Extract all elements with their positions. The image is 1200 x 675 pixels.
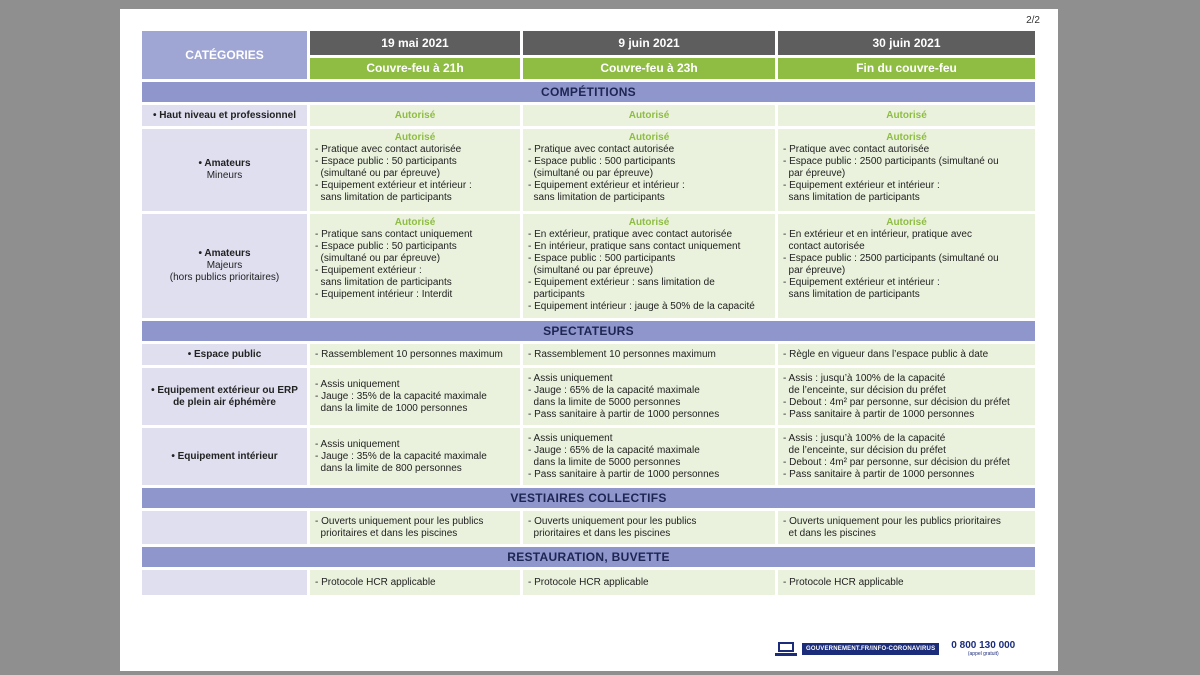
curfew-header-2: Couvre-feu à 23h bbox=[523, 58, 775, 79]
rule-line: (simultané ou par épreuve) bbox=[315, 168, 441, 179]
rule-line: dans la limite de 1000 personnes bbox=[315, 403, 468, 414]
rule-line: - Ouverts uniquement pour les publics bbox=[315, 516, 484, 527]
row-label-subtext: Mineurs bbox=[206, 170, 243, 181]
rule-line: contact autorisée bbox=[783, 241, 865, 252]
status-authorized: Autorisé bbox=[628, 132, 670, 143]
row-label-text: • Amateurs bbox=[198, 248, 251, 259]
section-vestiaires: VESTIAIRES COLLECTIFS bbox=[142, 488, 1035, 508]
rule-line: - Assis uniquement bbox=[315, 439, 400, 450]
haut-niveau-col-1 bbox=[310, 105, 520, 126]
rule-line: - Espace public : 2500 participants (simultané ou bbox=[783, 156, 999, 167]
rule-line: - Equipement intérieur : jauge à 50% de la capacité bbox=[528, 301, 755, 312]
rule-line: (simultané ou par épreuve) bbox=[528, 265, 654, 276]
equipement-interieur-col-2 bbox=[523, 428, 775, 485]
rule-line: dans la limite de 5000 personnes bbox=[528, 457, 681, 468]
rule-line: - Pratique avec contact autorisée bbox=[315, 144, 462, 155]
row-label-espace-public bbox=[142, 344, 307, 365]
rule-line: de l’enceinte, sur décision du préfet bbox=[783, 445, 946, 456]
date-header-3: 30 juin 2021 bbox=[778, 31, 1035, 55]
rule-line: sans limitation de participants bbox=[528, 192, 665, 203]
rule-line: - Assis : jusqu’à 100% de la capacité bbox=[783, 433, 946, 444]
rules-table bbox=[142, 31, 1038, 595]
row-label-text: • Haut niveau et professionnel bbox=[153, 109, 296, 121]
amateurs-mineurs-col-2 bbox=[523, 129, 775, 211]
rule-line: - Equipement extérieur : sans limitation de bbox=[528, 277, 715, 288]
equipement-interieur-col-1 bbox=[310, 428, 520, 485]
status-authorized: Autorisé bbox=[886, 217, 927, 228]
rule-line: - Assis : jusqu’à 100% de la capacité bbox=[783, 373, 946, 384]
gov-url-link[interactable]: GOUVERNEMENT.FR/INFO-CORONAVIRUS bbox=[802, 643, 939, 655]
row-label-restauration bbox=[142, 570, 307, 595]
vestiaires-col-3 bbox=[778, 511, 1035, 544]
rule-line: (simultané ou par épreuve) bbox=[528, 168, 654, 179]
row-label-text: • Equipement intérieur bbox=[171, 450, 278, 462]
rule-line: prioritaires et dans les piscines bbox=[528, 528, 671, 539]
date-header-1: 19 mai 2021 bbox=[310, 31, 520, 55]
status-authorized: Autorisé bbox=[886, 132, 927, 143]
status-authorized: Autorisé bbox=[628, 217, 670, 228]
rule-line: participants bbox=[528, 289, 585, 300]
equipement-exterieur-col-3 bbox=[778, 368, 1035, 425]
document-page bbox=[120, 9, 1058, 671]
rule-line: - Jauge : 35% de la capacité maximale bbox=[315, 451, 487, 462]
categories-header: CATÉGORIES bbox=[142, 31, 307, 79]
espace-public-col-3: - Règle en vigueur dans l’espace public à date bbox=[778, 344, 1035, 365]
rule-line: - Ouverts uniquement pour les publics prioritaires bbox=[783, 516, 1001, 527]
row-label-vestiaires bbox=[142, 511, 307, 544]
phone-number: 0 800 130 000 bbox=[951, 640, 1016, 651]
rule-line: sans limitation de participants bbox=[783, 289, 920, 300]
section-restauration: RESTAURATION, BUVETTE bbox=[142, 547, 1035, 567]
date-header-2: 9 juin 2021 bbox=[523, 31, 775, 55]
row-label-text: de plein air éphémère bbox=[173, 396, 276, 408]
rule-line: dans la limite de 800 personnes bbox=[315, 463, 462, 474]
row-label-subtext: Majeurs bbox=[206, 260, 243, 271]
haut-niveau-col-2 bbox=[523, 105, 775, 126]
section-spectateurs: SPECTATEURS bbox=[142, 321, 1035, 341]
rule-line: sans limitation de participants bbox=[783, 192, 920, 203]
rule-line: par épreuve) bbox=[783, 265, 846, 276]
vestiaires-col-2 bbox=[523, 511, 775, 544]
rule-line: - Assis uniquement bbox=[315, 379, 400, 390]
restauration-col-1: - Protocole HCR applicable bbox=[310, 570, 520, 595]
espace-public-col-2: - Rassemblement 10 personnes maximum bbox=[523, 344, 775, 365]
section-competitions: COMPÉTITIONS bbox=[142, 82, 1035, 102]
restauration-col-2: - Protocole HCR applicable bbox=[523, 570, 775, 595]
rule-line: - Pass sanitaire à partir de 1000 personnes bbox=[783, 409, 975, 420]
rule-line: - Espace public : 500 participants bbox=[528, 156, 676, 167]
equipement-exterieur-col-1 bbox=[310, 368, 520, 425]
curfew-header-3: Fin du couvre-feu bbox=[778, 58, 1035, 79]
status-authorized: Autorisé bbox=[394, 132, 436, 143]
status-authorized: Autorisé bbox=[886, 110, 927, 121]
rule-line: - Pratique avec contact autorisée bbox=[528, 144, 675, 155]
rule-line: - Espace public : 50 participants bbox=[315, 241, 457, 252]
rule-line: sans limitation de participants bbox=[315, 277, 452, 288]
row-label-text: • Equipement extérieur ou ERP bbox=[151, 384, 298, 396]
haut-niveau-col-3 bbox=[778, 105, 1035, 126]
rule-line: - Debout : 4m² par personne, sur décision du préfet bbox=[783, 457, 1010, 468]
rule-line: - En extérieur et en intérieur, pratique avec bbox=[783, 229, 972, 240]
vestiaires-col-1 bbox=[310, 511, 520, 544]
rule-line: - Assis uniquement bbox=[528, 373, 613, 384]
row-label-amateurs-mineurs bbox=[142, 129, 307, 211]
laptop-icon bbox=[775, 642, 797, 656]
rule-line: - Equipement extérieur et intérieur : bbox=[783, 277, 940, 288]
row-label-equipement-exterieur bbox=[142, 368, 307, 425]
row-label-equipement-interieur bbox=[142, 428, 307, 485]
equipement-exterieur-col-2 bbox=[523, 368, 775, 425]
rule-line: - Debout : 4m² par personne, sur décision du préfet bbox=[783, 397, 1010, 408]
rule-line: - Equipement extérieur et intérieur : bbox=[528, 180, 685, 191]
rule-line: et dans les piscines bbox=[783, 528, 876, 539]
rule-line: - En extérieur, pratique avec contact autorisée bbox=[528, 229, 733, 240]
rule-line: - Jauge : 35% de la capacité maximale bbox=[315, 391, 487, 402]
rule-line: de l’enceinte, sur décision du préfet bbox=[783, 385, 946, 396]
rule-line: - Espace public : 2500 participants (simultané ou bbox=[783, 253, 999, 264]
rule-line: - Equipement intérieur : Interdit bbox=[315, 289, 453, 300]
rule-line: - Equipement extérieur : bbox=[315, 265, 422, 276]
rule-line: - Pratique avec contact autorisée bbox=[783, 144, 930, 155]
row-label-subtext: (hors publics prioritaires) bbox=[169, 272, 280, 283]
rule-line: - Ouverts uniquement pour les publics bbox=[528, 516, 697, 527]
rule-line: - En intérieur, pratique sans contact uniquement bbox=[528, 241, 741, 252]
rule-line: - Pass sanitaire à partir de 1000 personnes bbox=[528, 469, 720, 480]
rule-line: - Pass sanitaire à partir de 1000 personnes bbox=[528, 409, 720, 420]
amateurs-majeurs-col-3 bbox=[778, 214, 1035, 318]
row-label-amateurs-majeurs bbox=[142, 214, 307, 318]
rule-line: - Jauge : 65% de la capacité maximale bbox=[528, 385, 700, 396]
phone-note: (appel gratuit) bbox=[967, 651, 999, 657]
restauration-col-3: - Protocole HCR applicable bbox=[778, 570, 1035, 595]
espace-public-col-1: - Rassemblement 10 personnes maximum bbox=[310, 344, 520, 365]
amateurs-mineurs-col-3 bbox=[778, 129, 1035, 211]
row-label-text: • Amateurs bbox=[198, 158, 251, 169]
rule-line: dans la limite de 5000 personnes bbox=[528, 397, 681, 408]
rule-line: prioritaires et dans les piscines bbox=[315, 528, 458, 539]
amateurs-majeurs-col-1 bbox=[310, 214, 520, 318]
row-label-text: • Espace public bbox=[187, 348, 262, 360]
rule-line: par épreuve) bbox=[783, 168, 846, 179]
rule-line: - Espace public : 50 participants bbox=[315, 156, 457, 167]
rule-line: - Espace public : 500 participants bbox=[528, 253, 676, 264]
status-authorized: Autorisé bbox=[394, 110, 436, 121]
rule-line: - Equipement extérieur et intérieur : bbox=[783, 180, 940, 191]
rule-line: - Pass sanitaire à partir de 1000 personnes bbox=[783, 469, 975, 480]
curfew-header-1: Couvre-feu à 21h bbox=[310, 58, 520, 79]
status-authorized: Autorisé bbox=[628, 110, 670, 121]
status-authorized: Autorisé bbox=[394, 217, 436, 228]
amateurs-majeurs-col-2 bbox=[523, 214, 775, 318]
rule-line: - Assis uniquement bbox=[528, 433, 613, 444]
rule-line: sans limitation de participants bbox=[315, 192, 452, 203]
rule-line: - Pratique sans contact uniquement bbox=[315, 229, 473, 240]
equipement-interieur-col-3 bbox=[778, 428, 1035, 485]
page-number: 2/2 bbox=[1026, 15, 1040, 26]
rule-line: - Equipement extérieur et intérieur : bbox=[315, 180, 472, 191]
amateurs-mineurs-col-1 bbox=[310, 129, 520, 211]
rule-line: (simultané ou par épreuve) bbox=[315, 253, 441, 264]
phone-info bbox=[951, 641, 1015, 657]
footer bbox=[775, 640, 1015, 658]
row-label-haut-niveau bbox=[142, 105, 307, 126]
rule-line: - Jauge : 65% de la capacité maximale bbox=[528, 445, 700, 456]
